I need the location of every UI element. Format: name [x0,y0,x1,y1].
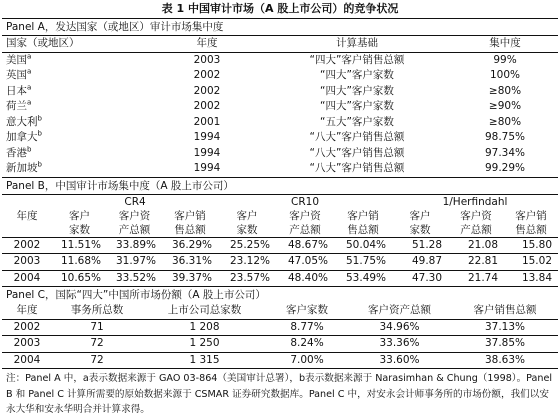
panel-a-country [2,52,152,68]
panel-b-value: 15.02 [504,254,558,271]
country-name: 新加坡 [6,162,38,174]
panel-a-header-year: 年度 [152,36,262,52]
panel-b-value: 11.51% [52,237,107,254]
panel-c-header: 客户家数 [267,303,347,319]
panel-c-row [2,319,558,336]
panel-a-year: 1994 [193,162,221,174]
panel-a-concentration: 99% [493,53,517,66]
panel-b-group-cr10: CR10 [291,195,320,208]
country-name: 日本 [6,84,27,97]
panel-b-sub-top: 客户 [236,209,258,222]
panel-c-assets: 34.96% [347,319,452,336]
panel-a-row [2,99,558,115]
panel-a-basis: “八大”客户销售总额 [309,162,405,174]
panel-b-sub-top: 客户销 [347,209,379,222]
panel-b-value: 53.49% [346,271,387,284]
panel-b-year: 2004 [13,271,41,284]
panel-b-sub-bottom: 产总额 [448,223,504,238]
source-superscript: a [27,52,32,60]
panel-b-sub-top: 客户资 [118,209,151,222]
panel-c-firms: 71 [52,319,142,336]
panel-a-year: 1994 [193,131,221,143]
panel-a-heading: Panel A，发达国家（或地区）审计市场集中度 [6,21,224,33]
panel-a-year: 1994 [193,146,221,159]
panel-a-year: 2003 [193,53,221,66]
panel-c-sales: 37.13% [452,319,558,336]
panel-a-row [2,161,558,177]
panel-b-sub-bottom-row [2,223,558,238]
source-superscript: b [37,130,42,138]
panel-b-sub-bottom: 售总额 [162,223,218,238]
panel-b-value: 47.30 [411,271,443,284]
source-superscript: b [27,145,32,153]
panel-b-sub-top: 客户资 [289,209,321,222]
panel-b-value: 50.04% [334,237,392,254]
country-name: 意大利 [6,115,38,128]
panel-a-basis: “四大”客户家数 [320,84,394,97]
panel-c-sales: 37.85% [452,336,558,353]
panel-b-sub-top-row [2,209,558,223]
panel-b-table [2,195,558,287]
panel-a-concentration: 100% [489,69,521,81]
panel-c-heading: Panel C，国际“四大”中国所市场份额（A 股上市公司） [6,289,266,301]
panel-b-group-cr4: CR4 [124,195,146,208]
panel-a-basis: “四大”客户家数 [320,100,394,112]
panel-b-value: 51.75% [334,254,392,271]
panel-a-body [2,52,558,177]
panel-c-year: 2002 [2,319,52,336]
panel-c-header: 上市公司总家数 [142,303,267,319]
panel-b-value: 15.80 [504,237,558,254]
panel-b-heading: Panel B，中国审计市场集中度（A 股上市公司） [6,179,234,192]
panel-b-year: 2002 [2,237,52,254]
panel-b-value: 47.05% [276,254,334,271]
panel-b-sub-top: 客户销 [515,209,547,222]
panel-b-sub-top: 客户销 [174,209,206,222]
panel-a-concentration: ≥80% [488,84,522,97]
panel-b-body [2,237,558,286]
panel-a-concentration: 98.75% [484,131,526,143]
source-superscript: b [37,161,42,169]
panel-b-row [2,254,558,271]
source-superscript: a [27,83,32,91]
country-name: 荷兰 [6,100,27,112]
country-name: 英国 [6,69,27,81]
panel-b-row [2,237,558,254]
country-name: 香港 [6,146,27,159]
panel-b-sub-bottom: 家数 [218,223,276,238]
panel-a-year: 2002 [193,69,221,81]
panel-b-year: 2003 [2,254,52,271]
panel-c-total: 1 208 [142,319,267,336]
panel-c-table [2,303,558,368]
source-superscript: a [27,99,32,107]
panel-b-value: 13.84 [521,271,552,284]
panel-c-year: 2004 [13,353,41,366]
panel-b-sub-bottom: 家数 [52,223,107,238]
panel-c-firms: 72 [90,353,104,366]
panel-b-sub-bottom: 产总额 [107,223,162,238]
panel-a-header-country: 国家（或地区） [2,36,152,52]
panel-a-row [2,115,558,131]
panel-b-value: 25.25% [218,237,276,254]
panel-b-sub-top: 客户 [409,209,431,222]
panel-b-sub-bottom: 家数 [392,223,448,238]
panel-a-row [2,130,558,146]
panel-a-row [2,52,558,68]
panel-c-header: 事务所总数 [52,303,142,319]
panel-c-clients: 8.77% [267,319,347,336]
country-name: 加拿大 [6,131,38,143]
panel-a-header-concentration: 集中度 [452,36,558,52]
panel-c-total: 1 315 [189,353,220,366]
panel-b-sub-bottom: 售总额 [504,223,558,238]
panel-b-row [2,270,558,286]
panel-c-sales: 38.63% [484,353,526,366]
panel-a-concentration: ≥90% [488,100,522,112]
panel-b-value: 33.89% [107,237,162,254]
panel-b-group-herfindahl: 1/Herfindahl [442,195,508,208]
panel-b-value: 31.97% [107,254,162,271]
panel-b-value: 10.65% [60,271,101,284]
panel-a-country [2,130,152,146]
panel-c-body [2,319,558,368]
panel-c-clients: 8.24% [267,336,347,353]
panel-b-year-label: 年度 [16,209,38,222]
panel-a-concentration: ≥80% [488,115,522,128]
panel-a-row [2,146,558,162]
panel-b-value: 33.52% [115,271,156,284]
table-title: 表 1 中国审计市场（A 股上市公司）的竞争状况 [161,2,399,15]
panel-a-concentration: 99.29% [484,162,526,174]
panel-a-country [2,161,152,177]
panel-a-basis: “四大”客户销售总额 [309,53,405,66]
panel-a-header-basis: 计算基础 [262,36,452,52]
panel-c-assets: 33.36% [347,336,452,353]
panel-a-country [2,99,152,115]
panel-c-firms: 72 [52,336,142,353]
panel-c-row [2,352,558,368]
panel-a-country [2,146,152,162]
panel-b-value: 23.57% [229,271,271,284]
panel-b-value: 22.81 [448,254,504,271]
panel-c-header: 年度 [2,303,52,319]
panel-a-year: 2002 [193,84,221,97]
panel-b-value: 36.29% [162,237,218,254]
panel-a-row [2,68,558,84]
panel-b-value: 49.87 [392,254,448,271]
panel-b-value: 21.08 [448,237,504,254]
panel-c-header: 客户资产总额 [347,303,452,319]
panel-b-sub-top: 客户资 [460,209,492,222]
panel-b-value: 48.40% [287,271,329,284]
panel-a-year: 2002 [193,100,221,112]
panel-a-year: 2001 [193,115,221,128]
panel-a-concentration: 97.34% [484,146,526,159]
panel-a-table [2,36,558,177]
panel-c-row [2,336,558,353]
panel-a-basis: “八大”客户销售总额 [309,131,405,143]
panel-b-sub-bottom: 售总额 [334,223,392,238]
panel-c-clients: 7.00% [290,353,324,366]
panel-b-value: 39.37% [171,271,213,284]
panel-c-header-row [2,303,558,319]
country-name: 美国 [6,53,27,66]
panel-b-value: 23.12% [218,254,276,271]
source-superscript: b [37,114,42,122]
panel-b-sub-bottom: 产总额 [276,223,334,238]
panel-b-value: 48.67% [276,237,334,254]
panel-a-header-row [2,36,558,52]
panel-a-country [2,68,152,84]
panel-a-country [2,84,152,100]
panel-a-basis: “五大”客户家数 [320,115,394,128]
panel-c-total: 1 250 [142,336,267,353]
panel-a-basis: “八大”客户销售总额 [309,146,405,159]
panel-c-year: 2003 [2,336,52,353]
panel-b-value: 21.74 [467,271,499,284]
panel-c-header: 客户销售总额 [452,303,558,319]
panel-b-value: 11.68% [52,254,107,271]
source-superscript: a [27,68,32,76]
table-note: 注：Panel A 中，a表示数据来源于 GAO 03-864（美国审计总署），b表示数据来源于 Narasimhan & Chung（1998）。Panel B 和 Panel C 计算所需要的原始数据来源于 CSMAR 证券研究数据库。Panel C 中，对安永会计师事务所的市场份额，我们以安永大华和安永华明合并计算求得。 [6,373,553,415]
panel-b-value: 51.28 [392,237,448,254]
panel-c-assets: 33.60% [379,353,420,366]
panel-a-country [2,115,152,131]
panel-b-value: 36.31% [162,254,218,271]
panel-a-row [2,84,558,100]
panel-b-sub-top: 客户 [69,209,90,222]
panel-b-group-row [2,195,558,209]
panel-a-basis: “四大”客户家数 [320,69,394,81]
